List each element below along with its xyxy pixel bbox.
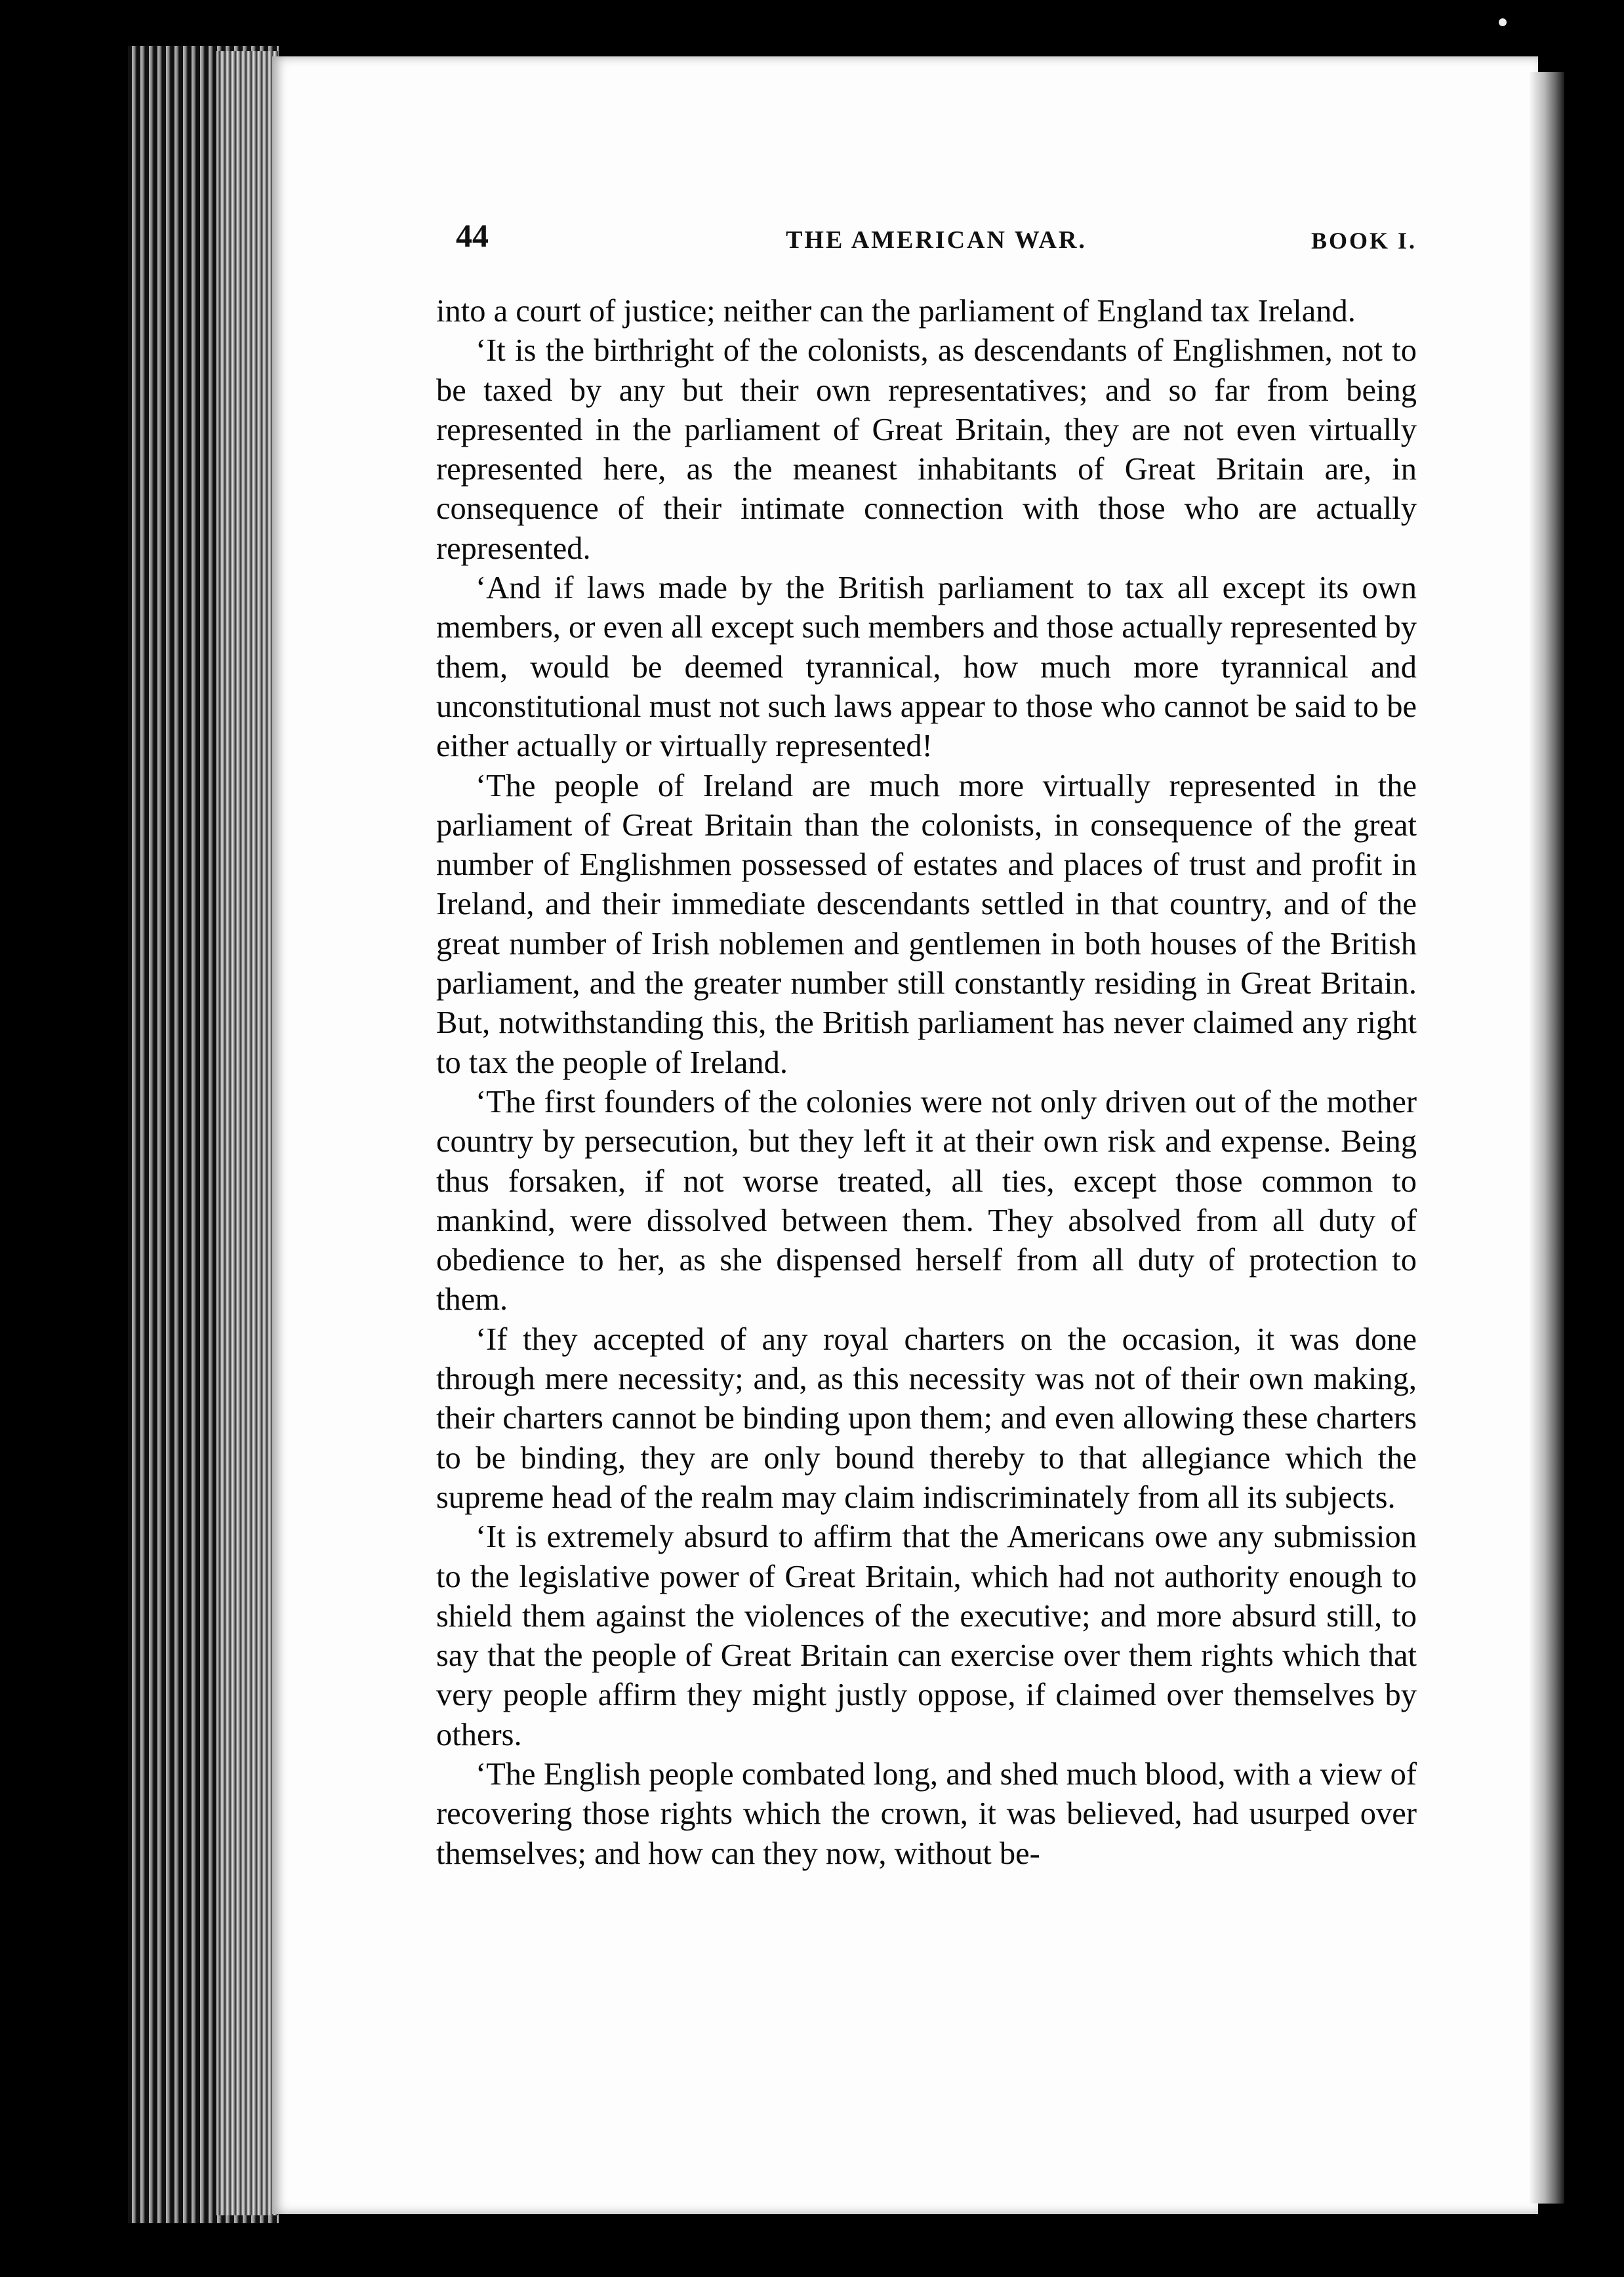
- paragraph: ‘And if laws made by the British parliament to tax all except its own members, or even all except such members and those actually represented by them, would be deemed tyrannical, how much more tyrannical and unconstitutional must not such laws appear to those who cannot be said to be either actually or virtually represented!: [436, 571, 1417, 764]
- page-number: 44: [456, 217, 489, 254]
- paragraph: ‘The first founders of the colonies were not only driven out of the mother country by persecution, but they left it at their own risk and expense. Being thus forsaken, if not worse treated, all ties, except those common to mankind, were dissolved between them. They absolved from all duty of obedience to her, as she dispensed herself from all duty of protection to them.: [436, 1084, 1417, 1318]
- paragraph: ‘The English people combated long, and shed much blood, with a view of recovering those rights which the crown, it was believed, had usurped over themselves; and how can they now, without be-: [436, 1756, 1417, 1871]
- paragraph: ‘It is extremely absurd to affirm that the Americans owe any submission to the legislative power of Great Britain, which had not authority enough to shield them against the violences of the executive; and more absurd still, to say that the people of Great Britain can exercise over them rights which that very people affirm they might justly oppose, if claimed over themselves by others.: [436, 1520, 1417, 1752]
- book-label: BOOK I.: [1310, 228, 1417, 254]
- scan-speck: [1499, 18, 1507, 26]
- book-page-edges-inner: [216, 51, 279, 2215]
- paragraph: ‘If they accepted of any royal charters on the occasion, it was done through mere necessity; and, as this necessity was not of their own making, their charters cannot be binding upon them; and even allowing these charters to be binding, they are only bound thereby to that allegiance which the supreme head of the realm may claim indiscriminately from all its subjects.: [436, 1321, 1417, 1515]
- book-page-edge-right: [1528, 72, 1564, 2204]
- paragraph: ‘The people of Ireland are much more virtually represented in the parliament of Great Britain than the colonists, in consequence of the great number of Englishmen possessed of estates and places of trust and profit in Ireland, and their immediate descendants settled in that country, and of the great number of Irish noblemen and gentlemen in both houses of the British parliament, and the greater number still constantly residing in Great Britain. But, notwithstanding this, the British parliament has never claimed any right to tax the people of Ireland.: [436, 768, 1417, 1080]
- paragraph: ‘It is the birthright of the colonists, as descendants of Englishmen, not to be taxed by any but their own representatives; and so far from being represented in the parliament of Great Britain, they are not even virtually represented here, as the meanest inhabitants of Great Britain are, in consequence of their intimate connection with those who are actually represented.: [436, 333, 1417, 566]
- page-body-text: [436, 292, 1417, 1874]
- running-title: THE AMERICAN WAR.: [786, 226, 1087, 254]
- paragraph: into a court of justice; neither can the parliament of England tax Ireland.: [436, 294, 1356, 329]
- running-head: [456, 216, 1417, 269]
